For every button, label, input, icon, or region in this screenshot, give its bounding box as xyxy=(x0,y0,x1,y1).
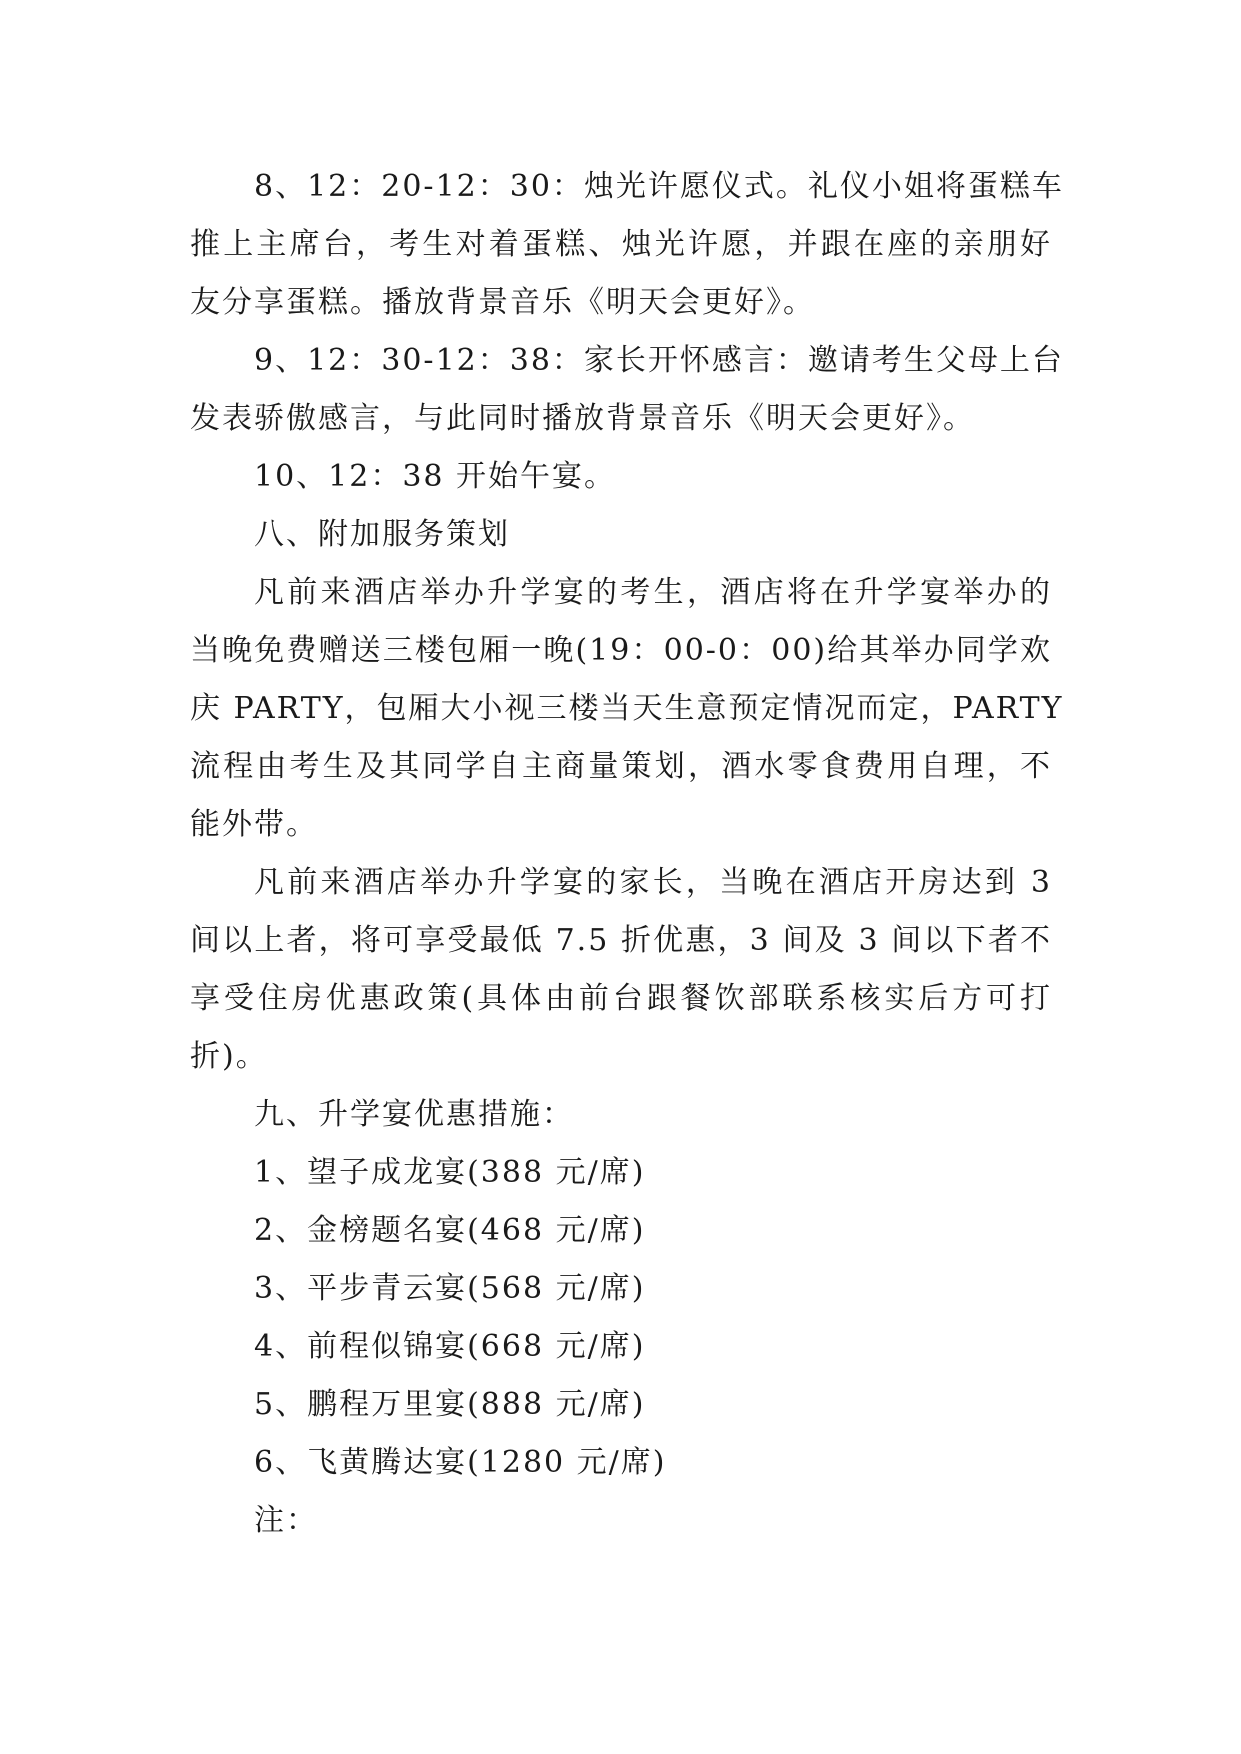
menu-item-5 xyxy=(190,1376,1052,1434)
text-line: 流程由考生及其同学自主商量策划，酒水零食费用自理，不 xyxy=(190,749,1052,784)
section-heading-promotions xyxy=(190,1086,1052,1144)
text-line: 3、平步青云宴(568 元/席) xyxy=(254,1271,646,1306)
document-body xyxy=(190,158,1064,1550)
text-line: 当晚免费赠送三楼包厢一晚(19：00-0：00)给其举办同学欢 xyxy=(190,633,1052,668)
text-line: 6、飞黄腾达宴(1280 元/席) xyxy=(254,1445,667,1480)
text-line: 1、望子成龙宴(388 元/席) xyxy=(254,1155,646,1190)
text-line: 2、金榜题名宴(468 元/席) xyxy=(254,1213,646,1248)
menu-item-3 xyxy=(190,1260,1052,1318)
text-line: 能外带。 xyxy=(190,807,318,842)
text-line: 9、12：30-12：38：家长开怀感言：邀请考生父母上台 xyxy=(254,343,1064,378)
text-line: 友分享蛋糕。播放背景音乐《明天会更好》。 xyxy=(190,285,815,320)
paragraph-parent-speech xyxy=(190,332,1064,448)
text-line: 享受住房优惠政策(具体由前台跟餐饮部联系核实后方可打 xyxy=(190,981,1052,1016)
text-line: 庆 PARTY，包厢大小视三楼当天生意预定情况而定，PARTY xyxy=(190,691,1064,726)
text-line: 8、12：20-12：30：烛光许愿仪式。礼仪小姐将蛋糕车 xyxy=(254,169,1064,204)
menu-item-4 xyxy=(190,1318,1052,1376)
paragraph-parent-room-discount xyxy=(190,854,1052,1086)
text-line: 折)。 xyxy=(190,1039,268,1074)
menu-item-2 xyxy=(190,1202,1052,1260)
text-line: 推上主席台，考生对着蛋糕、烛光许愿，并跟在座的亲朋好 xyxy=(190,227,1052,262)
text-line: 4、前程似锦宴(668 元/席) xyxy=(254,1329,646,1364)
text-line: 注： xyxy=(254,1503,318,1538)
text-line: 5、鹏程万里宴(888 元/席) xyxy=(254,1387,646,1422)
note-label xyxy=(190,1492,1052,1550)
text-line: 九、升学宴优惠措施： xyxy=(254,1097,574,1132)
text-line: 八、附加服务策划 xyxy=(254,517,510,552)
text-line: 10、12：38 开始午宴。 xyxy=(254,459,617,494)
text-line: 凡前来酒店举办升学宴的考生，酒店将在升学宴举办的 xyxy=(254,575,1052,610)
text-line: 凡前来酒店举办升学宴的家长，当晚在酒店开房达到 3 xyxy=(254,865,1052,900)
menu-item-6 xyxy=(190,1434,1052,1492)
text-line: 间以上者，将可享受最低 7.5 折优惠，3 间及 3 间以下者不 xyxy=(190,923,1052,958)
section-heading-extra-services xyxy=(190,506,1052,564)
text-line: 发表骄傲感言，与此同时播放背景音乐《明天会更好》。 xyxy=(190,401,975,436)
paragraph-lunch-start xyxy=(190,448,1052,506)
menu-item-1 xyxy=(190,1144,1052,1202)
paragraph-student-party xyxy=(190,564,1064,854)
paragraph-candle-ceremony xyxy=(190,158,1064,332)
